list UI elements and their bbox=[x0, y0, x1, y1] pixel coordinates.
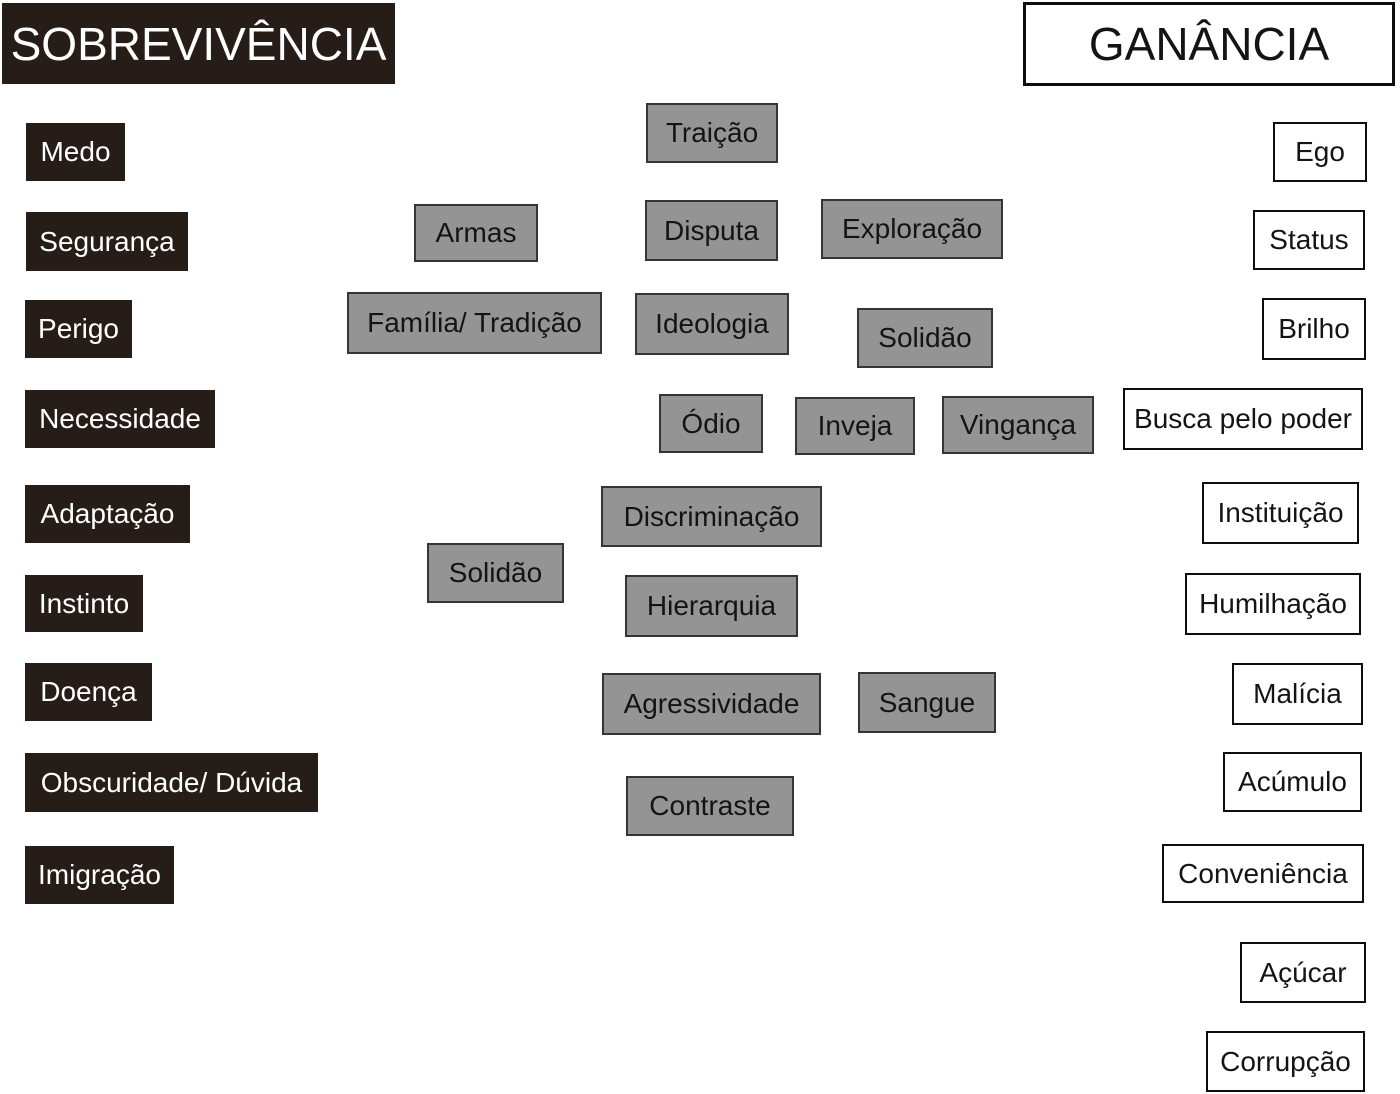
node-humilhacao: Humilhação bbox=[1185, 573, 1361, 635]
node-disputa: Disputa bbox=[645, 200, 778, 261]
node-adaptacao: Adaptação bbox=[25, 485, 190, 543]
node-imigracao: Imigração bbox=[25, 846, 174, 904]
node-armas: Armas bbox=[414, 204, 538, 262]
node-discriminacao: Discriminação bbox=[601, 486, 822, 547]
node-solidao: Solidão bbox=[857, 308, 993, 368]
node-instituicao: Instituição bbox=[1202, 482, 1359, 544]
node-inveja: Inveja bbox=[795, 397, 915, 455]
node-malicia: Malícia bbox=[1232, 663, 1363, 725]
node-familia-tradicao: Família/ Tradição bbox=[347, 292, 602, 354]
node-ideologia: Ideologia bbox=[635, 293, 789, 355]
node-necessidade: Necessidade bbox=[25, 390, 215, 448]
node-contraste: Contraste bbox=[626, 776, 794, 836]
node-conveniencia: Conveniência bbox=[1162, 844, 1364, 903]
node-brilho: Brilho bbox=[1262, 298, 1366, 360]
node-perigo: Perigo bbox=[25, 300, 132, 358]
node-acucar: Açúcar bbox=[1240, 942, 1366, 1003]
node-medo: Medo bbox=[26, 123, 125, 181]
node-seguranca: Segurança bbox=[26, 212, 188, 271]
node-corrupcao: Corrupção bbox=[1206, 1031, 1365, 1092]
node-obscuridade-duvida: Obscuridade/ Dúvida bbox=[25, 753, 318, 812]
node-instinto: Instinto bbox=[25, 575, 143, 632]
node-ego: Ego bbox=[1273, 122, 1367, 182]
node-acumulo: Acúmulo bbox=[1223, 752, 1362, 812]
node-hierarquia: Hierarquia bbox=[625, 575, 798, 637]
group-title-ganancia: GANÂNCIA bbox=[1023, 2, 1395, 86]
node-vinganca: Vingança bbox=[942, 396, 1094, 454]
node-agressividade: Agressividade bbox=[602, 673, 821, 735]
node-traicao: Traição bbox=[646, 103, 778, 163]
group-title-sobrevivencia: SOBREVIVÊNCIA bbox=[2, 3, 395, 84]
node-solidao-2: Solidão bbox=[427, 543, 564, 603]
node-sangue: Sangue bbox=[858, 672, 996, 733]
node-status: Status bbox=[1253, 210, 1365, 270]
node-busca-pelo-poder: Busca pelo poder bbox=[1123, 388, 1363, 450]
node-exploracao: Exploração bbox=[821, 199, 1003, 259]
node-odio: Ódio bbox=[659, 394, 763, 453]
node-doenca: Doença bbox=[25, 663, 152, 721]
